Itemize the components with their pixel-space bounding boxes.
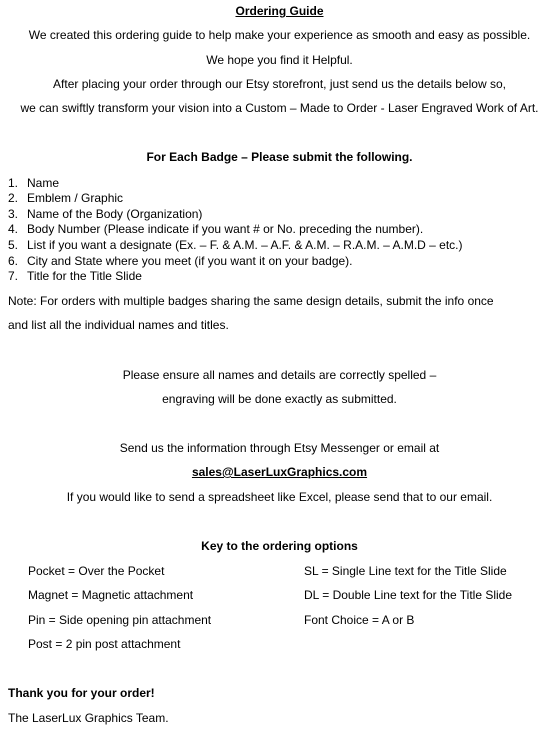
- intro-line-1: We created this ordering guide to help make your experience as smooth and easy as possible.: [28, 28, 531, 42]
- badge-item-number: 6.: [8, 254, 19, 268]
- key-option-pin: Pin = Side opening pin attachment: [28, 613, 212, 627]
- badge-section-heading: For Each Badge – Please submit the following.: [146, 150, 413, 164]
- intro-line-4: we can swiftly transform your vision into a Custom – Made to Order - Laser Engraved Work of Art.: [20, 101, 539, 115]
- badge-item-text: List if you want a designate (Ex. – F. & A.M. – A.F. & A.M. – R.A.M. – A.M.D – etc.): [27, 238, 463, 252]
- key-section-heading: Key to the ordering options: [201, 539, 358, 553]
- badge-item-text: Name: [27, 176, 60, 190]
- badge-item-number: 7.: [8, 269, 19, 283]
- intro-line-3: After placing your order through our Etsy storefront, just send us the details below so,: [53, 77, 506, 91]
- key-option-double-line: DL = Double Line text for the Title Slide: [304, 588, 513, 602]
- badge-item-number: 1.: [8, 176, 19, 190]
- contact-line: Send us the information through Etsy Messenger or email at: [119, 441, 440, 455]
- key-option-pocket: Pocket = Over the Pocket: [28, 564, 165, 578]
- badge-item-5: [8, 238, 463, 252]
- note-line-1: Note: For orders with multiple badges sharing the same design details, submit the info once: [8, 294, 494, 308]
- badge-item-1: [8, 176, 59, 190]
- badge-item-number: 4.: [8, 222, 19, 236]
- ensure-line-2: engraving will be done exactly as submitted.: [162, 392, 397, 406]
- badge-item-text: Name of the Body (Organization): [27, 207, 203, 221]
- badge-item-number: 2.: [8, 191, 19, 205]
- badge-item-text: Title for the Title Slide: [27, 269, 142, 283]
- note-line-2: and list all the individual names and titles.: [8, 318, 229, 332]
- badge-item-4: [8, 222, 423, 236]
- page-title: Ordering Guide: [235, 4, 324, 18]
- ensure-line-1: Please ensure all names and details are correctly spelled –: [122, 368, 437, 382]
- badge-item-number: 3.: [8, 207, 19, 221]
- signature-line: The LaserLux Graphics Team.: [8, 711, 169, 725]
- key-option-font-choice: Font Choice = A or B: [304, 613, 415, 627]
- badge-item-text: Body Number (Please indicate if you want # or No. preceding the number).: [27, 222, 424, 236]
- spreadsheet-line: If you would like to send a spreadsheet like Excel, please send that to our email.: [66, 490, 493, 504]
- badge-item-3: [8, 207, 202, 221]
- badge-item-2: [8, 191, 123, 205]
- key-option-magnet: Magnet = Magnetic attachment: [28, 588, 194, 602]
- thank-you-line: Thank you for your order!: [8, 686, 155, 700]
- badge-item-text: City and State where you meet (if you want it on your badge).: [27, 254, 353, 268]
- key-option-post: Post = 2 pin post attachment: [28, 637, 181, 651]
- contact-email: sales@LaserLuxGraphics.com: [191, 465, 368, 479]
- badge-item-7: [8, 269, 142, 283]
- badge-item-number: 5.: [8, 238, 19, 252]
- intro-line-2: We hope you find it Helpful.: [206, 53, 353, 67]
- badge-item-text: Emblem / Graphic: [27, 191, 124, 205]
- key-option-single-line: SL = Single Line text for the Title Slide: [304, 564, 507, 578]
- badge-item-6: [8, 254, 353, 268]
